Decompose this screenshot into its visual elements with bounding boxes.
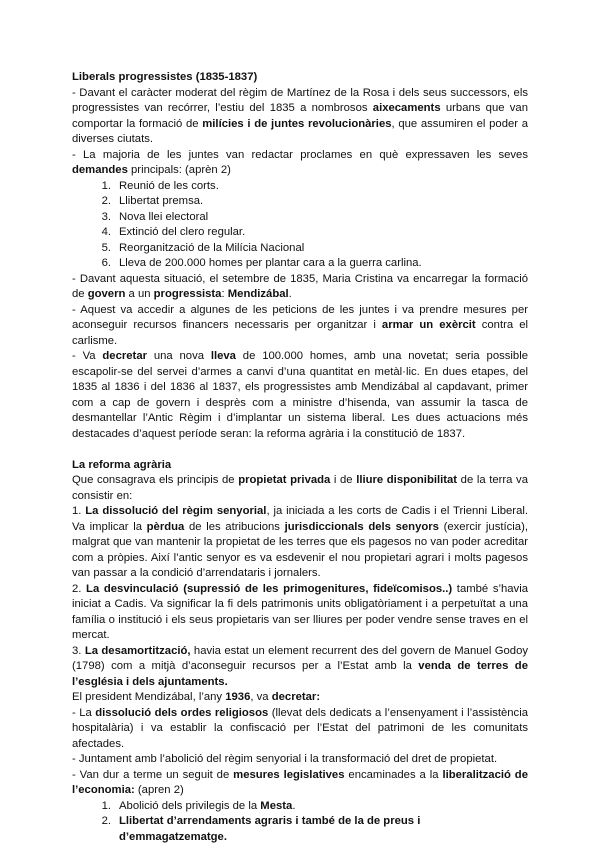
list-item <box>101 256 528 272</box>
text-run: havia estat un element recurrent des del govern de Manuel Godoy (1798) com a mitjà d’aconseguir recursos per a l’Estat amb la <box>72 644 528 672</box>
paragraph <box>72 690 528 706</box>
paragraph <box>72 768 528 799</box>
bold-text: La desamortització, <box>84 644 191 657</box>
paragraph <box>72 706 528 753</box>
text-run: (apren 2) <box>134 784 184 796</box>
section-title-reforma: La reforma agrària <box>72 458 172 471</box>
spacer <box>72 442 528 458</box>
text-run: i de <box>330 474 357 486</box>
list-item <box>101 241 528 257</box>
text-run: - La majoria de les juntes van redactar proclames en què expressaven les seves <box>72 148 528 161</box>
text-run: encaminades a la <box>344 768 443 781</box>
bold-text: liberalització de l’economia: <box>72 768 528 796</box>
text-run: de les atribucions <box>184 520 285 533</box>
list-item <box>101 210 528 226</box>
text-run: . <box>292 799 296 812</box>
text-run: 3. <box>72 644 85 657</box>
list-item <box>101 179 528 195</box>
list-number: 1. <box>101 799 111 812</box>
text-run: 1. <box>72 505 86 517</box>
text-run: - Va <box>72 350 103 362</box>
bold-text: Mendizábal <box>227 288 289 300</box>
paragraph <box>72 86 528 148</box>
list-item <box>101 814 528 845</box>
list-number: 1. <box>101 179 111 192</box>
text-run: principals: (aprèn 2) <box>127 164 231 176</box>
bold-text: lleva <box>210 350 236 362</box>
paragraph <box>72 504 528 582</box>
bold-text: decretar: <box>271 691 321 703</box>
list-number: 2. <box>101 195 111 207</box>
bold-text: mesures legislatives <box>233 768 345 781</box>
paragraph <box>72 582 528 644</box>
text-run: Abolició dels privilegis de la <box>119 799 261 812</box>
list-text: Llibertat premsa. <box>119 195 204 207</box>
list-number: 3. <box>101 210 111 223</box>
paragraph <box>72 272 528 303</box>
bold-text: armar un exèrcit <box>381 319 476 331</box>
bold-text: Mesta <box>260 799 293 812</box>
bold-text: La dissolució del règim senyorial <box>85 505 267 517</box>
text-run: també s’havia iniciat a Cadis. Va significar la fi dels patrimonis units obligatòriament i a perpetuïtat a una família o institució i els seus propietaris van ser lliures per poder vendre sense traves en el mercat. <box>72 582 528 641</box>
bold-text: milícies i de juntes revolucionàries <box>202 117 392 130</box>
text-run: - Aquest va accedir a algunes de les peticions de les juntes i va prendre mesures per aconseguir recursos financers necessaris per organitzar i <box>72 303 528 331</box>
text-run: contra el carlisme. <box>72 319 528 347</box>
section-title-liberals: Liberals progressistes (1835-1837) <box>72 71 258 83</box>
text-run: - Juntament amb l’abolició del règim senyorial i la transformació del dret de propietat. <box>72 753 498 765</box>
document-body <box>72 70 528 845</box>
text-run: (llevat dels dedicats a l’ensenyament i l’assistència hospitalària) i va establir la confiscació per l’Estat del patrimoni de les comunitats afectades. <box>72 706 528 750</box>
bold-text: Llibertat d’arrendaments agraris i també de la de preus i d’emmagatzematge. <box>119 815 421 843</box>
text-run: 2. <box>72 582 87 595</box>
list-number: 5. <box>101 241 111 254</box>
measures-list <box>72 799 528 846</box>
text-run: , que assumiren el poder a diverses ciutats. <box>72 117 528 145</box>
text-run: - La <box>72 706 96 719</box>
bold-text: La desvinculació (supressió de les primogenitures, fideïcomisos..) <box>86 582 453 595</box>
paragraph <box>72 473 528 504</box>
list-text: Reorganització de la Milícia Nacional <box>119 241 305 254</box>
text-run: El president Mendizábal, l’any <box>72 691 226 703</box>
text-run: a un <box>125 288 154 300</box>
list-item <box>101 799 528 815</box>
list-item <box>101 194 528 210</box>
text-run: , ja iniciada a les corts de Cadis i el Trienni Liberal. Va implicar la <box>72 505 529 533</box>
text-run: de 100.000 homes, amb una novetat; seria possible escapolir-se del servei d’armes a canvi d’una quantitat en metàl·lic. En dues etapes, del 1835 al 1836 i del 1836 al 1837, els progressistes amb Mendizábal al capdavant, primer com a cap de govern i desprès com a ministre d’hisenda, van assumir la tasca de desmantellar l’Antic Règim i d’implantar un sistema liberal. Les dues actuacions més destacades d’aquest període seran: la reforma agrària i la constitució de 1837. <box>72 350 528 440</box>
list-text: Reunió de les corts. <box>119 179 219 192</box>
paragraph <box>72 303 528 350</box>
bold-text: pèrdua <box>146 520 185 533</box>
list-item <box>101 225 528 241</box>
text-run: urbans que van comportar la formació de <box>72 102 528 130</box>
text-run: - Van dur a terme un seguit de <box>72 768 234 781</box>
text-run: - Davant aquesta situació, el setembre de 1835, Maria Cristina va encarregar la formació de <box>72 272 528 300</box>
text-run: : <box>221 288 228 300</box>
bold-text: progressista <box>153 288 222 300</box>
text-run: Que consagrava els principis de <box>72 474 239 486</box>
bold-text: jurisdiccionals dels senyors <box>284 520 439 533</box>
bold-text: decretar <box>102 350 147 362</box>
list-number: 2. <box>101 815 111 827</box>
list-text: Extinció del clero regular. <box>119 226 246 238</box>
paragraph <box>72 349 528 442</box>
bold-text: 1936 <box>225 691 251 703</box>
paragraph <box>72 644 528 691</box>
demands-list <box>72 179 528 272</box>
text-run: de la terra va consistir en: <box>72 474 528 502</box>
bold-text: govern <box>87 288 126 300</box>
bold-text: venda de terres de l’església i dels ajuntaments. <box>72 660 528 688</box>
text-run: . <box>288 288 292 300</box>
bold-text: demandes <box>72 164 128 176</box>
text-run: (exercir justícia), malgrat que van mantenir la propietat de les terres que els pagesos no van poder acreditar com a pròpies. Així l’antic senyor es va esdevenir el nou propietari agrari i molts pagesos van passar a la condició d’arrendataris i jornalers. <box>72 520 528 579</box>
bold-text: dissolució dels ordes religiosos <box>95 706 269 719</box>
bold-text: aixecaments <box>372 102 441 114</box>
list-text: Lleva de 200.000 homes per plantar cara a la guerra carlina. <box>119 257 422 269</box>
bold-text: lliure disponibilitat <box>356 474 458 486</box>
list-number: 4. <box>101 226 111 238</box>
bold-text: propietat privada <box>238 474 331 486</box>
paragraph <box>72 752 528 768</box>
text-run: una nova <box>147 350 211 362</box>
paragraph <box>72 148 528 179</box>
text-run: , va <box>250 691 272 703</box>
text-run: - Davant el caràcter moderat del règim de Martínez de la Rosa i dels seus successors, els progressistes van recórrer, l’estiu del 1835 a nombrosos <box>72 86 528 114</box>
list-number: 6. <box>101 257 111 269</box>
list-text: Nova llei electoral <box>119 210 209 223</box>
